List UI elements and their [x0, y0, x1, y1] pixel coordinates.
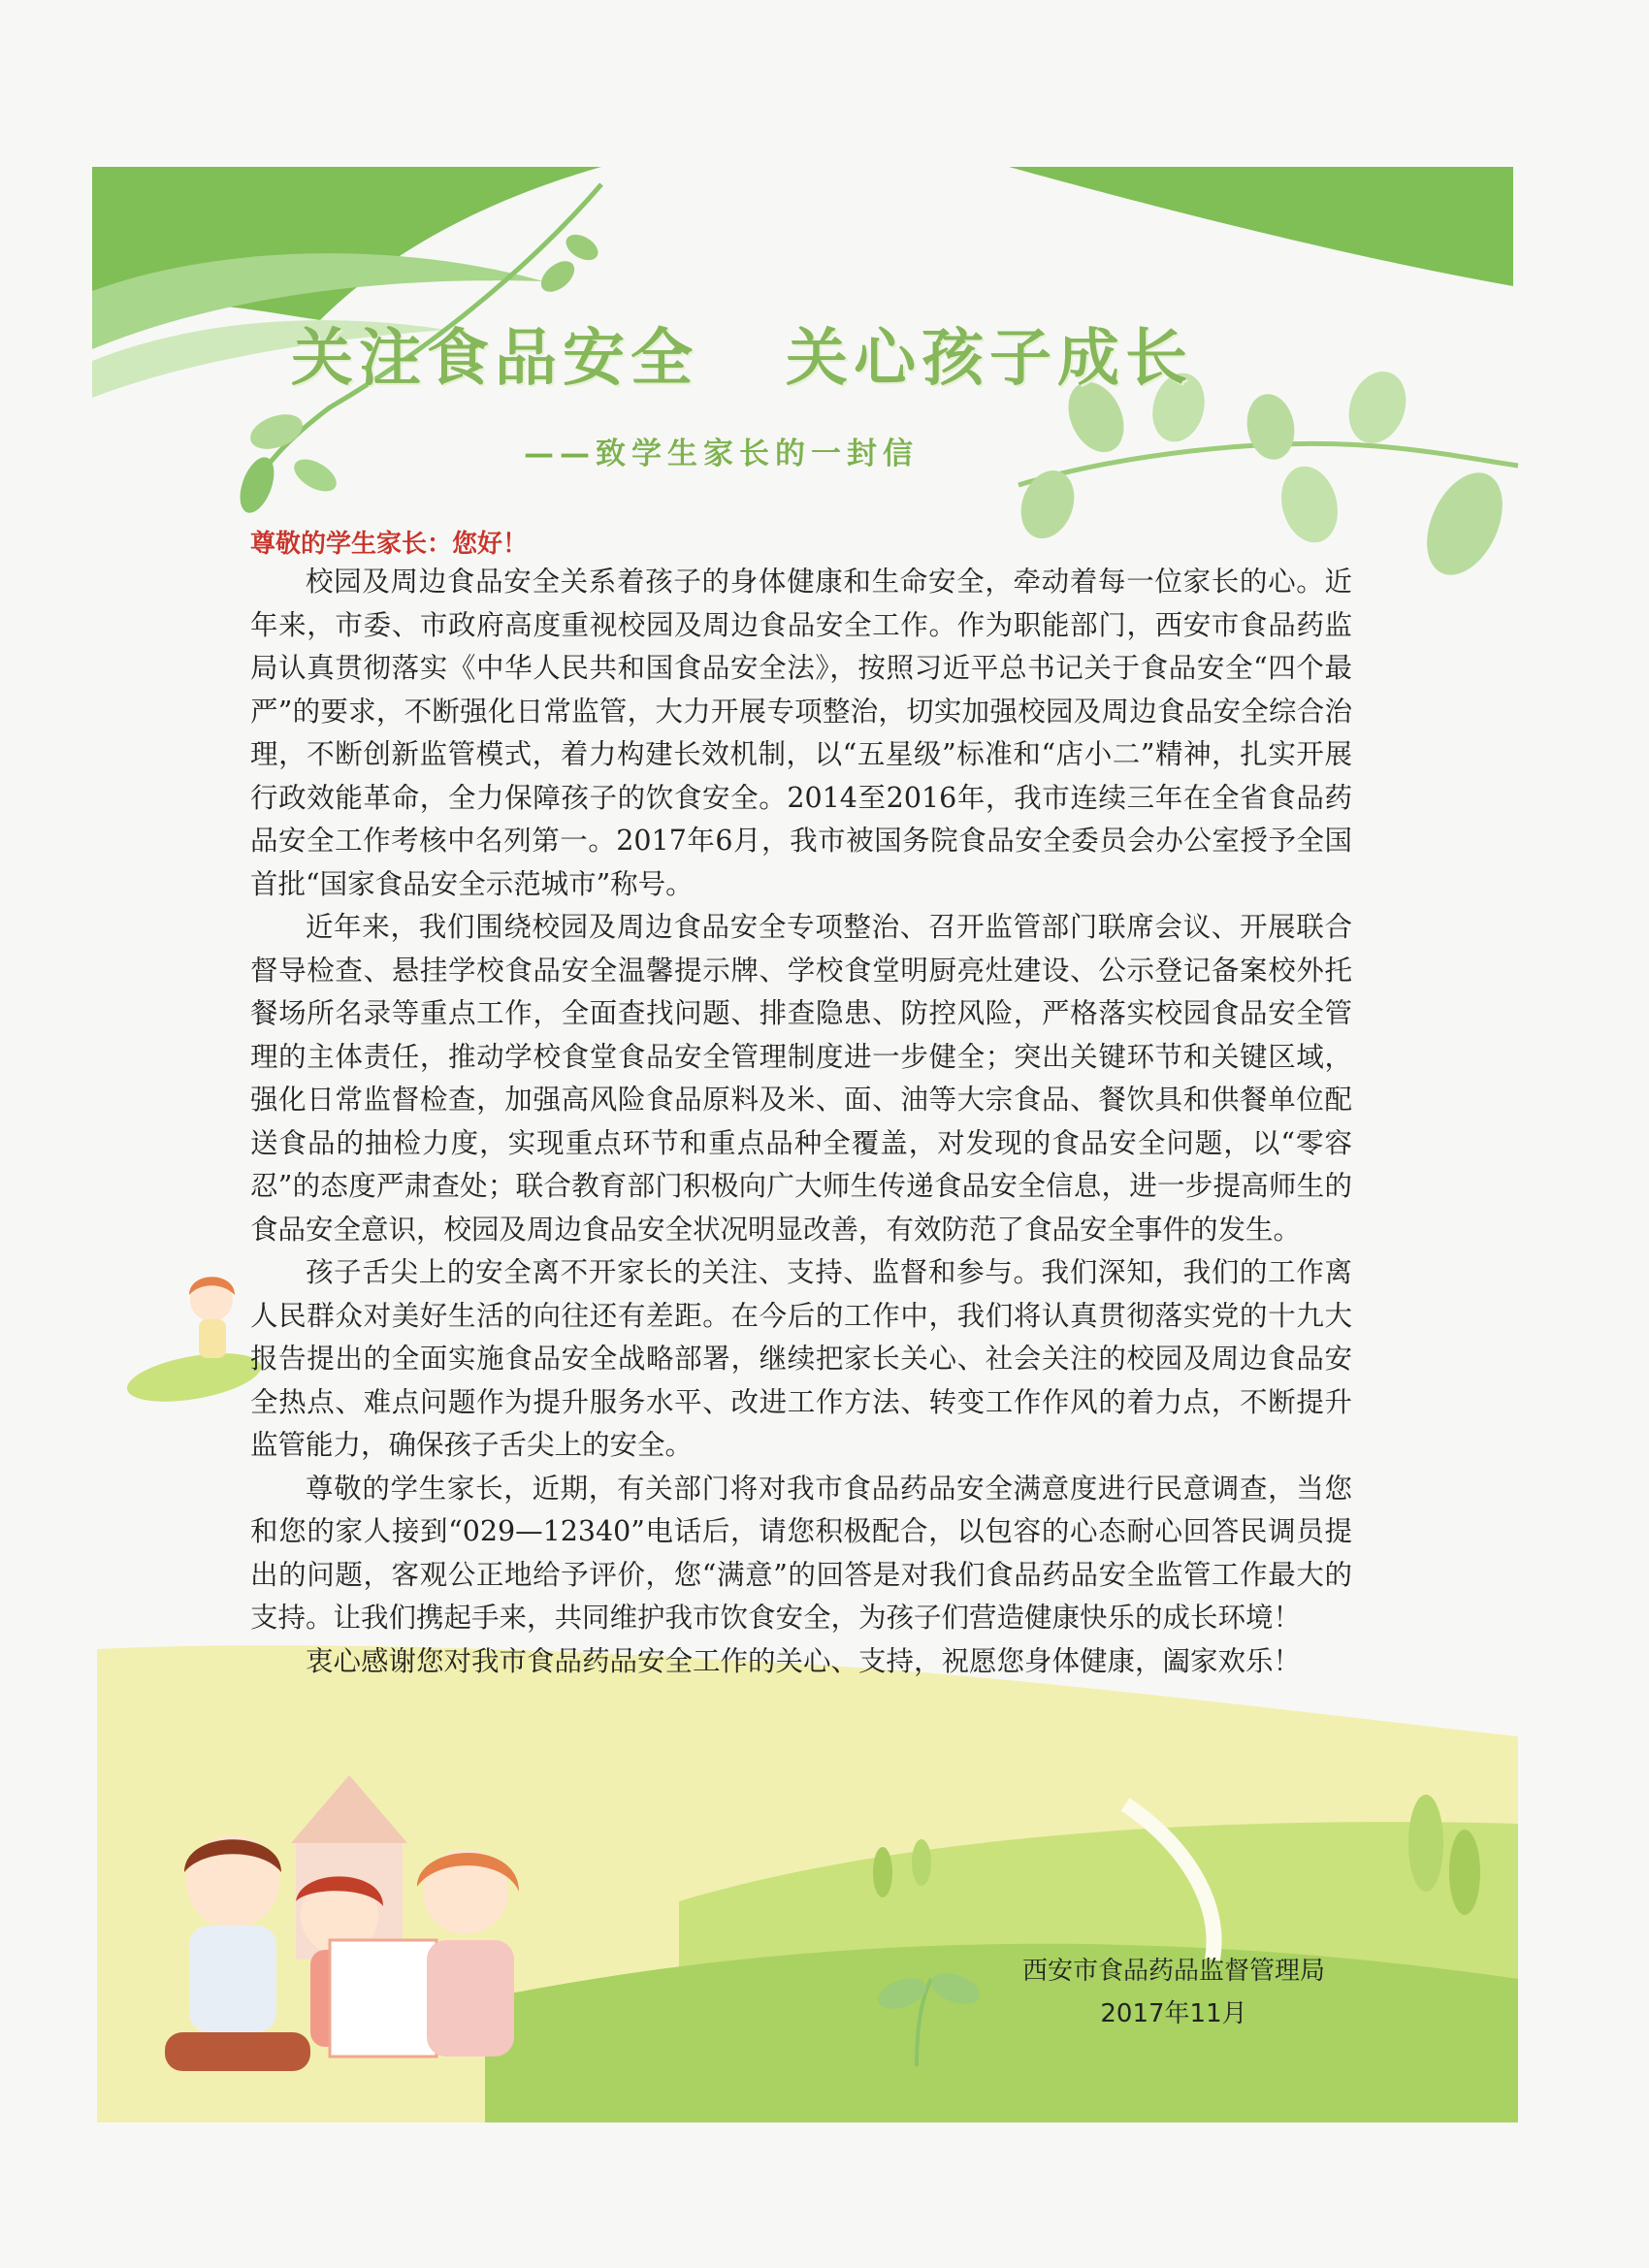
vine-leaf: [234, 453, 281, 518]
meadow-tree: [912, 1839, 931, 1886]
paragraph-2: 近年来，我们围绕校园及周边食品安全专项整治、召开监管部门联席会议、开展联合督导检查、悬挂学校食品安全温馨提示牌、学校食堂明厨亮灶建设、公示登记备案校外托餐场所名录等重点工作，全面查找问题、排查隐患、防控风险，严格落实校园食品安全管理的主体责任，推动学校食堂食品安全管理制度进一步健全；突出关键环节和关键区域，强化日常监督检查，加强高风险食品原料及米、面、油等大宗食品、餐饮具和供餐单位配送食品的抽检力度，实现重点环节和重点品种全覆盖，对发现的食品安全问题，以“零容忍”的态度严肃查处；联合教育部门积极向广大师生传递食品安全信息，进一步提高师生的食品安全意识，校园及周边食品安全状况明显改善，有效防范了食品安全事件的发生。: [250, 911, 1352, 1246]
meadow-tree: [1408, 1795, 1443, 1892]
paragraph-5: 衷心感谢您对我市食品药品安全工作的关心、支持，祝愿您身体健康，阖家欢乐！: [306, 1644, 1302, 1677]
branch-leaf: [1412, 461, 1518, 587]
paragraph-4: 尊敬的学生家长，近期，有关部门将对我市食品药品安全满意度进行民意调查，当您和您的家人接到“029—12340”电话后，请您积极配合，以包容的心态耐心回答民调员提出的问题，客观公正地给予评价，您“满意”的回答是对我们食品药品安全监管工作最大的支持。让我们携起手来，共同维护我市饮食安全，为孩子们营造健康快乐的成长环境！: [250, 1472, 1352, 1634]
salutation: 尊敬的学生家长：您好！: [250, 530, 529, 559]
paragraph-1: 校园及周边食品安全关系着孩子的身体健康和生命安全，牵动着每一位家长的心。近年来，市委、市政府高度重视校园及周边食品安全工作。作为职能部门，西安市食品药监局认真贯彻落实《中华人民共和国食品安全法》，按照习近平总书记关于食品安全“四个最严”的要求，不断强化日常监管，大力开展专项整治，切实加强校园及周边食品安全综合治理，不断创新监管模式，着力构建长效机制，以“五星级”标准和“店小二”精神，扎实开展行政效能革命，全力保障孩子的饮食安全。2014至2016年，我市连续三年在全省食品药品安全工作考核中名列第一。2017年6月，我市被国务院食品安全委员会办公室授予全国首批“国家食品安全示范城市”称号。: [250, 566, 1352, 900]
title-part-2: 关心孩子成长: [786, 323, 1193, 395]
branch-leaf: [1274, 460, 1346, 549]
paragraph-3: 孩子舌尖上的安全离不开家长的关注、支持、监督和参与。我们深知，我们的工作离人民群众对美好生活的向往还有差距。在今后的工作中，我们将认真贯彻落实党的十九大报告提出的全面实施食品安全战略部署，继续把家长关心、社会关注的校园及周边食品安全热点、难点问题作为提升服务水平、改进工作方法、转变工作作风的着力点，不断提升监管能力，确保孩子舌尖上的安全。: [250, 1256, 1352, 1461]
vine-leaf: [562, 229, 602, 265]
signature-block: [970, 1950, 1377, 2035]
letter-subtitle: ——致学生家长的一封信: [524, 437, 919, 471]
vine-leaf: [535, 255, 580, 298]
meadow-tree: [873, 1847, 892, 1897]
vine-leaf: [245, 407, 307, 455]
letter-body: [250, 561, 1352, 1683]
meadow-tree: [1449, 1830, 1480, 1915]
branch-leaf: [1242, 390, 1299, 463]
title-part-1: 关注食品安全: [291, 323, 698, 395]
vine-leaf: [289, 453, 342, 499]
signature-organization: 西安市食品药品监督管理局: [1021, 1957, 1325, 1986]
top-right-banner: [1009, 167, 1513, 286]
branch-leaf: [1340, 364, 1416, 452]
branch-leaf: [1012, 463, 1083, 545]
child-on-leaf-illustration: [123, 1277, 265, 1410]
signature-date: 2017年11月: [1100, 1999, 1247, 2028]
letter-title: [291, 308, 1310, 398]
